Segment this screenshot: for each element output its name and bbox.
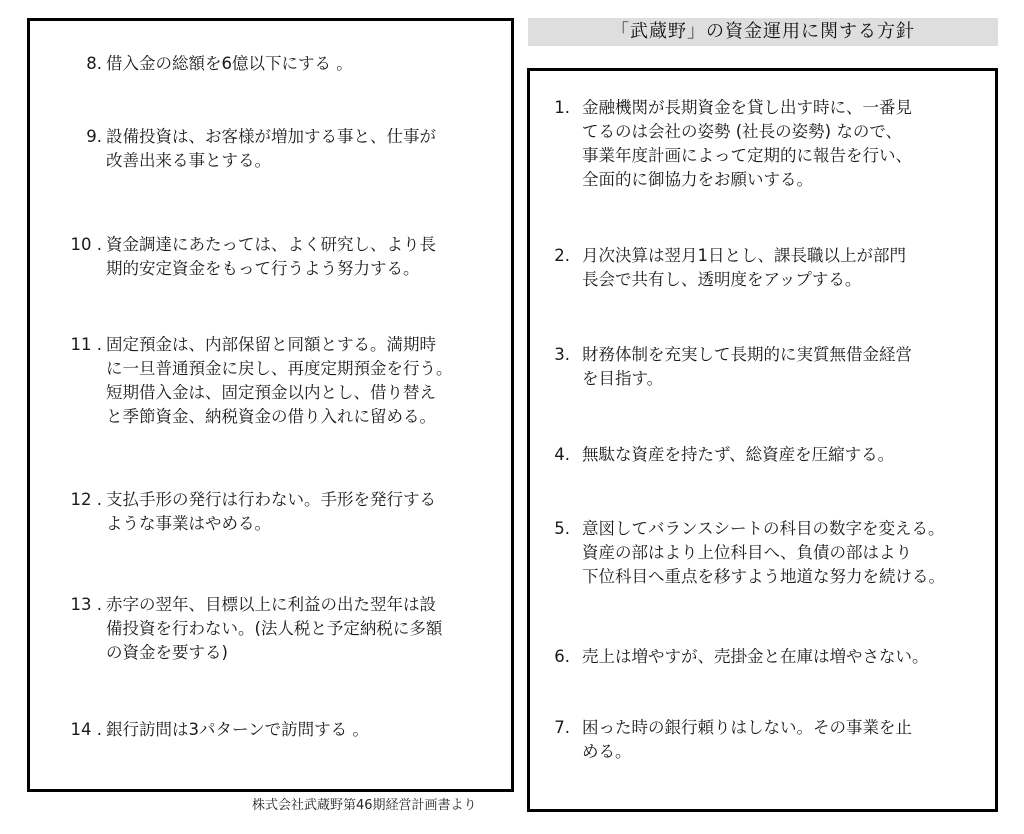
policy-item-1 [552, 96, 992, 192]
policy-item-12 [44, 488, 504, 536]
item-text: 資金調達にあたっては、よく研究し、より長 期的安定資金をもって行うよう努力する。 [106, 235, 436, 278]
item-number: 5. [554, 519, 570, 538]
item-number: 14 . [70, 720, 102, 739]
item-number: 9. [86, 127, 102, 146]
item-text: 固定預金は、内部保留と同額とする。満期時 に一旦普通預金に戻し、再度定期預金を行う。 短期借入金は、固定預金以内とし、借り替え と季節資金、納税資金の借り入れに留める。 [106, 335, 453, 426]
policy-item-4 [552, 443, 992, 467]
policy-item-2 [552, 244, 992, 292]
item-text: 設備投資は、お客様が増加する事と、仕事が 改善出来る事とする。 [106, 127, 436, 170]
left-policy-panel [27, 18, 514, 792]
item-number: 1. [554, 98, 570, 117]
item-number: 7. [554, 718, 570, 737]
policy-item-8 [44, 52, 504, 76]
policy-item-10 [44, 233, 504, 281]
item-number: 6. [554, 647, 570, 666]
policy-item-5 [552, 517, 992, 589]
policy-item-6 [552, 645, 992, 669]
item-text: 金融機関が長期資金を貸し出す時に、一番見 てるのは会社の姿勢 (社長の姿勢) なので、 事業年度計画によって定期的に報告を行い、 全面的に御協力をお願いする。 [582, 98, 912, 189]
policy-item-11 [44, 333, 504, 429]
item-text: 銀行訪問は3パターンで訪問する 。 [106, 720, 369, 739]
item-text: 借入金の総額を6億以下にする 。 [106, 54, 353, 73]
item-text: 困った時の銀行頼りはしない。その事業を止 める。 [582, 718, 912, 761]
right-policy-panel [527, 68, 998, 812]
source-caption: 株式会社武蔵野第46期経営計画書より [252, 798, 477, 813]
item-text: 月次決算は翌月1日とし、課長職以上が部門 長会で共有し、透明度をアップする。 [582, 246, 906, 289]
item-number: 10 . [70, 235, 102, 254]
item-number: 8. [86, 54, 102, 73]
page-title: 「武蔵野」の資金運用に関する方針 [528, 18, 998, 46]
item-number: 2. [554, 246, 570, 265]
policy-item-9 [44, 125, 504, 173]
item-text: 赤字の翌年、目標以上に利益の出た翌年は設 備投資を行わない。(法人税と予定納税に多額 の資金を要する) [106, 595, 443, 662]
item-text: 売上は増やすが、売掛金と在庫は増やさない。 [582, 647, 929, 666]
item-number: 3. [554, 345, 570, 364]
item-text: 意図してバランスシートの科目の数字を変える。 資産の部はより上位科目へ、負債の部はより 下位科目へ重点を移すよう地道な努力を続ける。 [582, 519, 945, 586]
item-text: 支払手形の発行は行わない。手形を発行する ような事業はやめる。 [106, 490, 436, 533]
item-text: 無駄な資産を持たず、総資産を圧縮する。 [582, 445, 895, 464]
policy-item-7 [552, 716, 992, 764]
item-number: 4. [554, 445, 570, 464]
policy-item-14 [44, 718, 504, 742]
item-text: 財務体制を充実して長期的に実質無借金経営 を目指す。 [582, 345, 912, 388]
item-number: 13 . [70, 595, 102, 614]
item-number: 12 . [70, 490, 102, 509]
policy-item-3 [552, 343, 992, 391]
policy-item-13 [44, 593, 504, 665]
item-number: 11 . [70, 335, 102, 354]
